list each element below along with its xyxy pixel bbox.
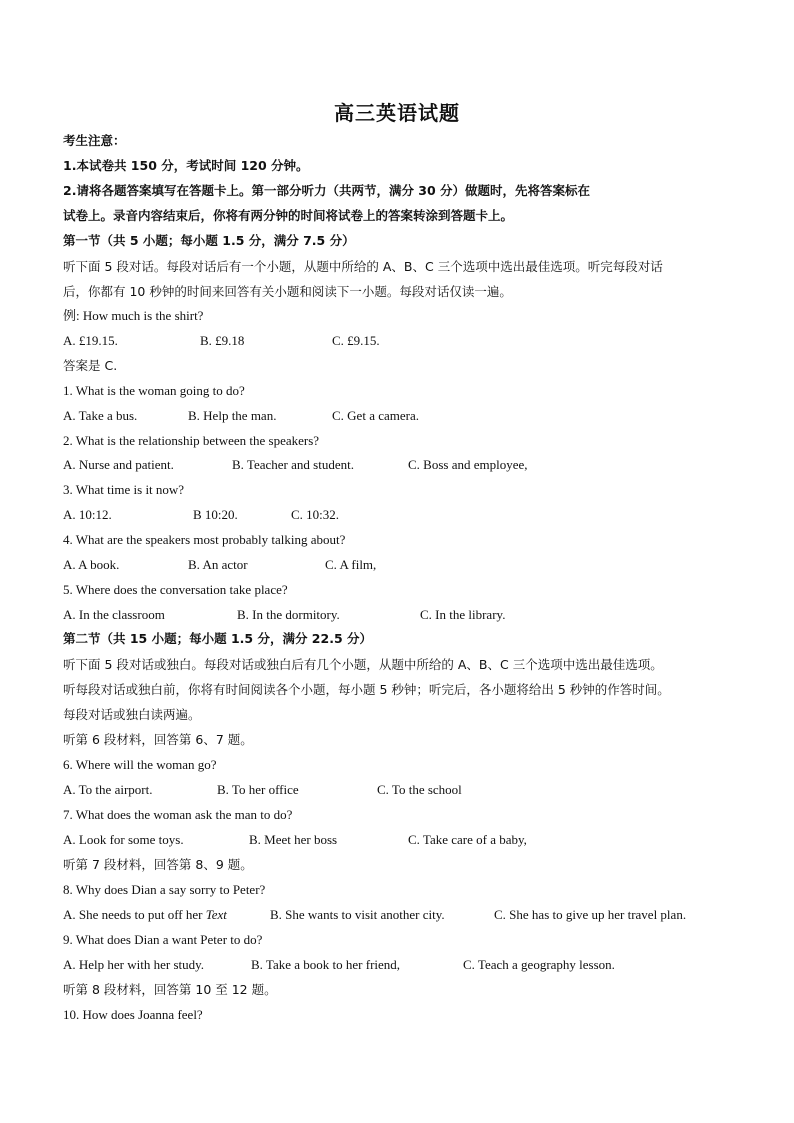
q9-option-b: B. Take a book to her friend,	[251, 957, 401, 972]
q1-option-b: B. Help the man.	[188, 408, 277, 423]
question-1: 1. What is the woman going to do?	[63, 383, 245, 398]
q8-option-a-italic-text: Text	[205, 907, 227, 922]
q3-option-a: A. 10:12.	[63, 507, 112, 522]
q1-option-c: C. Get a camera.	[332, 408, 419, 423]
notice-item-2-line-1: 2.请将各题答案填写在答题卡上。第一部分听力（共两节，满分 30 分）做题时，先将答案标在	[63, 183, 591, 198]
q4-option-b: B. An actor	[188, 557, 248, 572]
material-7-instruction: 听第 7 段材料，回答第 8、9 题。	[63, 857, 253, 872]
q5-option-c: C. In the library.	[420, 607, 506, 622]
question-8: 8. Why does Dian a say sorry to Peter?	[63, 882, 266, 897]
example-question: 例: How much is the shirt?	[63, 308, 204, 323]
example-answer: 答案是 C.	[63, 358, 118, 373]
material-8-instruction: 听第 8 段材料，回答第 10 至 12 题。	[63, 982, 277, 997]
q5-option-a: A. In the classroom	[63, 607, 165, 622]
section1-instruction-line-1: 听下面 5 段对话。每段对话后有一个小题，从题中所给的 A、B、C 三个选项中选出最佳选项。听完每段对话	[63, 259, 663, 274]
q6-option-b: B. To her office	[217, 782, 299, 797]
question-9: 9. What does Dian a want Peter to do?	[63, 932, 263, 947]
notice-item-1: 1.本试卷共 150 分，考试时间 120 分钟。	[63, 158, 309, 173]
q8-option-a	[63, 906, 227, 924]
q7-option-b: B. Meet her boss	[249, 832, 338, 847]
notice-item-2-line-2: 试卷上。录音内容结束后，你将有两分钟的时间将试卷上的答案转涂到答题卡上。	[63, 208, 514, 223]
question-2: 2. What is the relationship between the speakers?	[63, 433, 320, 448]
q5-option-b: B. In the dormitory.	[237, 607, 340, 622]
question-7: 7. What does the woman ask the man to do?	[63, 807, 293, 822]
example-option-b: B. £9.18	[200, 333, 245, 348]
q9-option-a: A. Help her with her study.	[63, 957, 205, 972]
notice-heading: 考生注意：	[63, 133, 126, 148]
q9-option-c: C. Teach a geography lesson.	[463, 957, 615, 972]
section2-instruction-line-1: 听下面 5 段对话或独白。每段对话或独白后有几个小题，从题中所给的 A、B、C 三个选项中选出最佳选项。	[63, 657, 663, 672]
q6-option-c: C. To the school	[377, 782, 462, 797]
example-option-c: C. £9.15.	[332, 333, 380, 348]
section2-heading: 第二节（共 15 小题；每小题 1.5 分，满分 22.5 分）	[63, 631, 372, 646]
q3-option-b: B 10:20.	[193, 507, 238, 522]
section1-instruction-line-2: 后，你都有 10 秒钟的时间来回答有关小题和阅读下一小题。每段对话仅读一遍。	[63, 284, 512, 299]
q1-option-a: A. Take a bus.	[63, 408, 138, 423]
section1-heading: 第一节（共 5 小题；每小题 1.5 分，满分 7.5 分）	[63, 233, 355, 248]
question-10: 10. How does Joanna feel?	[63, 1007, 203, 1022]
q2-option-c: C. Boss and employee,	[408, 457, 528, 472]
q2-option-b: B. Teacher and student.	[232, 457, 354, 472]
q8-option-c: C. She has to give up her travel plan.	[494, 907, 687, 922]
q3-option-c: C. 10:32.	[291, 507, 340, 522]
example-option-a: A. £19.15.	[63, 333, 118, 348]
question-6: 6. Where will the woman go?	[63, 757, 217, 772]
q4-option-c: C. A film,	[325, 557, 377, 572]
q8-option-a-text: A. She needs to put off her	[63, 907, 206, 922]
page-title: 高三英语试题	[334, 103, 460, 125]
q7-option-a: A. Look for some toys.	[63, 832, 184, 847]
section2-instruction-line-3: 每段对话或独白读两遍。	[63, 707, 201, 722]
q2-option-a: A. Nurse and patient.	[63, 457, 174, 472]
q8-option-b: B. She wants to visit another city.	[270, 907, 445, 922]
question-4: 4. What are the speakers most probably talking about?	[63, 532, 346, 547]
section2-instruction-line-2: 听每段对话或独白前，你将有时间阅读各个小题，每小题 5 秒钟；听完后，各小题将给出 5 秒钟的作答时间。	[63, 682, 670, 697]
question-5: 5. Where does the conversation take place?	[63, 582, 288, 597]
material-6-instruction: 听第 6 段材料，回答第 6、7 题。	[63, 732, 253, 747]
q6-option-a: A. To the airport.	[63, 782, 153, 797]
q4-option-a: A. A book.	[63, 557, 120, 572]
question-3: 3. What time is it now?	[63, 482, 185, 497]
q7-option-c: C. Take care of a baby,	[408, 832, 527, 847]
